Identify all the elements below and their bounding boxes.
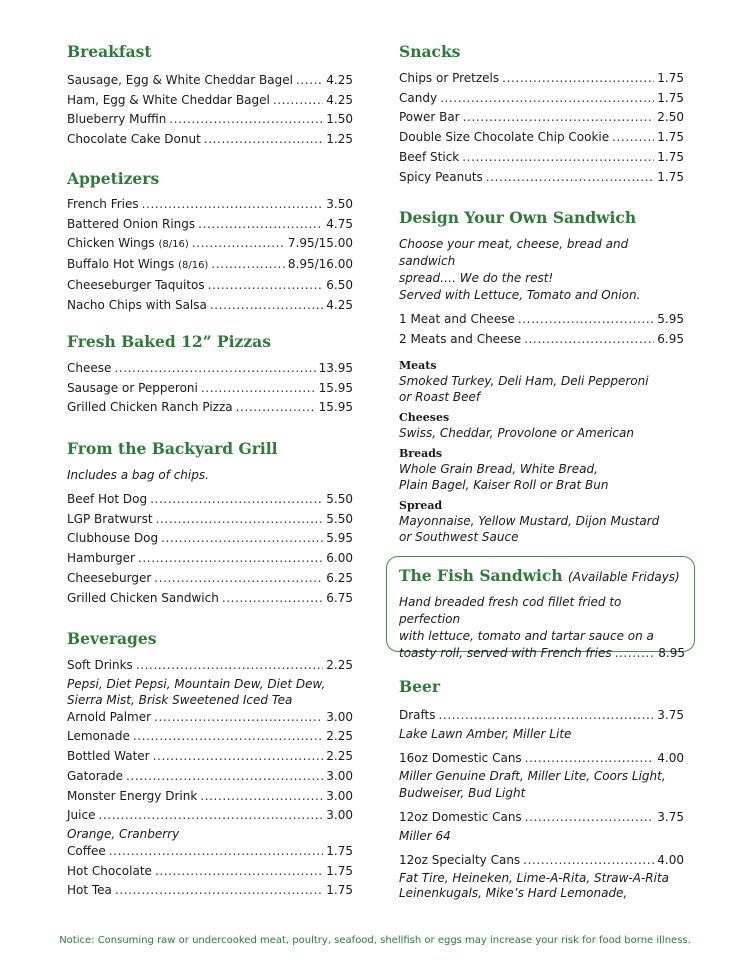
menu-item: Clubhouse Dog ..... 5.95: [67, 529, 353, 549]
section-title: Beer: [399, 677, 440, 696]
menu-item: Bottled Water ..... 2.25: [67, 747, 353, 767]
breads-group: [399, 447, 684, 493]
meats-group: [399, 359, 684, 405]
menu-item: Cheeseburger Taquitos ..... 6.50: [67, 276, 353, 296]
pizzas-section: [67, 332, 353, 418]
group-text: Swiss, Cheddar, Provolone or American: [399, 426, 634, 441]
menu-item: Double Size Chocolate Chip Cookie ..... 1.75: [399, 128, 684, 148]
section-title: Snacks: [399, 42, 461, 61]
group-text: Mayonnaise, Yellow Mustard, Dijon Mustard: [399, 514, 660, 529]
beer-group: [399, 808, 684, 845]
beer-section: [399, 677, 684, 901]
menu-item: Grilled Chicken Ranch Pizza ..... 15.95: [67, 398, 353, 418]
menu-item: 12oz Specialty Cans ..... 4.00: [399, 851, 684, 871]
item-note: Sierra Mist, Brisk Sweetened Iced Tea: [67, 692, 293, 707]
section-title: Design Your Own Sandwich: [399, 208, 637, 227]
breakfast-section: [67, 42, 353, 150]
menu-item: LGP Bratwurst ..... 5.50: [67, 510, 353, 530]
menu-item: Blueberry Muffin ..... 1.50: [67, 110, 353, 130]
menu-item: Chips or Pretzels ..... 1.75: [399, 69, 684, 89]
menu-item: Juice ..... 3.00: [67, 806, 353, 826]
menu-item: Gatorade ..... 3.00: [67, 767, 353, 787]
menu-item: Buffalo Hot Wings (8/16) ..... 8.95/16.00: [67, 255, 353, 276]
menu-item: French Fries ..... 3.50: [67, 195, 353, 215]
snacks-section: [399, 42, 684, 187]
menu-item: Monster Energy Drink ..... 3.00: [67, 787, 353, 807]
fish-price-row: toasty roll, served with French fries ..... 8.95: [399, 645, 685, 662]
section-title: Appetizers: [67, 169, 160, 188]
fish-availability: (Available Fridays): [568, 570, 680, 584]
group-label: Cheeses: [399, 411, 450, 425]
menu-item: Cheeseburger ..... 6.25: [67, 569, 353, 589]
menu-item: Lemonade ..... 2.25: [67, 727, 353, 747]
menu-item: Spicy Peanuts ..... 1.75: [399, 168, 684, 188]
fish-sandwich-box: [386, 556, 695, 660]
item-note: Miller 64: [399, 829, 451, 844]
group-text: Whole Grain Bread, White Bread,: [399, 462, 598, 477]
section-title: Breakfast: [67, 42, 152, 61]
section-title: Beverages: [67, 629, 157, 648]
sandwich-intro: Served with Lettuce, Tomato and Onion.: [399, 288, 641, 302]
menu-item: Chocolate Cake Donut ..... 1.25: [67, 130, 353, 150]
sandwich-intro: Choose your meat, cheese, bread and sandwich: [399, 237, 629, 268]
spread-group: [399, 499, 684, 545]
item-note: Lake Lawn Amber, Miller Lite: [399, 726, 572, 741]
grill-section: [67, 439, 353, 608]
beer-group: [399, 706, 684, 743]
item-note: Budweiser, Bud Light: [399, 786, 526, 801]
item-note: Leinenkugals, Mike’s Hard Lemonade,: [399, 885, 628, 900]
menu-item: Hamburger ..... 6.00: [67, 549, 353, 569]
menu-item: Soft Drinks ..... 2.25: [67, 656, 353, 676]
appetizers-section: [67, 169, 353, 315]
fish-desc: with lettuce, tomato and tartar sauce on a: [399, 629, 654, 643]
group-label: Breads: [399, 447, 443, 461]
menu-item: Chicken Wings (8/16) ..... 7.95/15.00: [67, 234, 353, 255]
menu-item: Nacho Chips with Salsa ..... 4.25: [67, 296, 353, 316]
section-title: From the Backyard Grill: [67, 439, 278, 458]
cheeses-group: [399, 411, 684, 441]
menu-item: Ham, Egg & White Cheddar Bagel ..... 4.25: [67, 91, 353, 111]
fish-title: The Fish Sandwich (Available Fridays): [399, 566, 680, 585]
group-text: or Roast Beef: [399, 390, 481, 405]
section-title: Fresh Baked 12” Pizzas: [67, 332, 271, 351]
menu-item: Hot Tea ..... 1.75: [67, 881, 353, 901]
item-note: Fat Tire, Heineken, Lime-A-Rita, Straw-A-Rita: [399, 870, 670, 885]
menu-item: Drafts ..... 3.75: [399, 706, 684, 726]
menu-item: Sausage, Egg & White Cheddar Bagel ..... 4.25: [67, 71, 353, 91]
group-label: Meats: [399, 359, 437, 373]
menu-item: Battered Onion Rings ..... 4.75: [67, 215, 353, 235]
menu-item: Candy ..... 1.75: [399, 89, 684, 109]
menu-item: Cheese ..... 13.95: [67, 359, 353, 379]
sandwich-intro: spread…. We do the rest!: [399, 271, 554, 285]
item-note: Miller Genuine Draft, Miller Lite, Coors Light,: [399, 769, 666, 784]
menu-item: Beef Stick ..... 1.75: [399, 148, 684, 168]
menu-item: Grilled Chicken Sandwich ..... 6.75: [67, 589, 353, 609]
menu-item: Coffee ..... 1.75: [67, 842, 353, 862]
group-label: Spread: [399, 499, 443, 513]
beverages-section: [67, 629, 353, 901]
group-text: Smoked Turkey, Deli Ham, Deli Pepperoni: [399, 374, 649, 389]
grill-note: Includes a bag of chips.: [67, 468, 209, 482]
beer-group: [399, 851, 684, 901]
menu-item: Beef Hot Dog ..... 5.50: [67, 490, 353, 510]
menu-item: 2 Meats and Cheese ..... 6.95: [399, 330, 684, 350]
menu-item: Arnold Palmer ..... 3.00: [67, 708, 353, 728]
health-notice: Notice: Consuming raw or undercooked meat, poultry, seafood, shellfish or eggs may increase your risk for food borne illness.: [59, 935, 691, 946]
fish-desc: Hand breaded fresh cod fillet fried to perfection: [399, 595, 622, 626]
menu-item: Sausage or Pepperoni ..... 15.95: [67, 379, 353, 399]
group-text: or Southwest Sauce: [399, 530, 519, 545]
item-note: Orange, Cranberry: [67, 826, 180, 841]
menu-item: Hot Chocolate ..... 1.75: [67, 862, 353, 882]
menu-item: Power Bar ..... 2.50: [399, 108, 684, 128]
group-text: Plain Bagel, Kaiser Roll or Brat Bun: [399, 478, 609, 493]
menu-item: 1 Meat and Cheese ..... 5.95: [399, 310, 684, 330]
item-note: Pepsi, Diet Pepsi, Mountain Dew, Diet Dew,: [67, 676, 326, 691]
sandwich-section: [399, 208, 684, 545]
beer-group: [399, 749, 684, 803]
menu-item: 16oz Domestic Cans ..... 4.00: [399, 749, 684, 769]
menu-item: 12oz Domestic Cans ..... 3.75: [399, 808, 684, 828]
